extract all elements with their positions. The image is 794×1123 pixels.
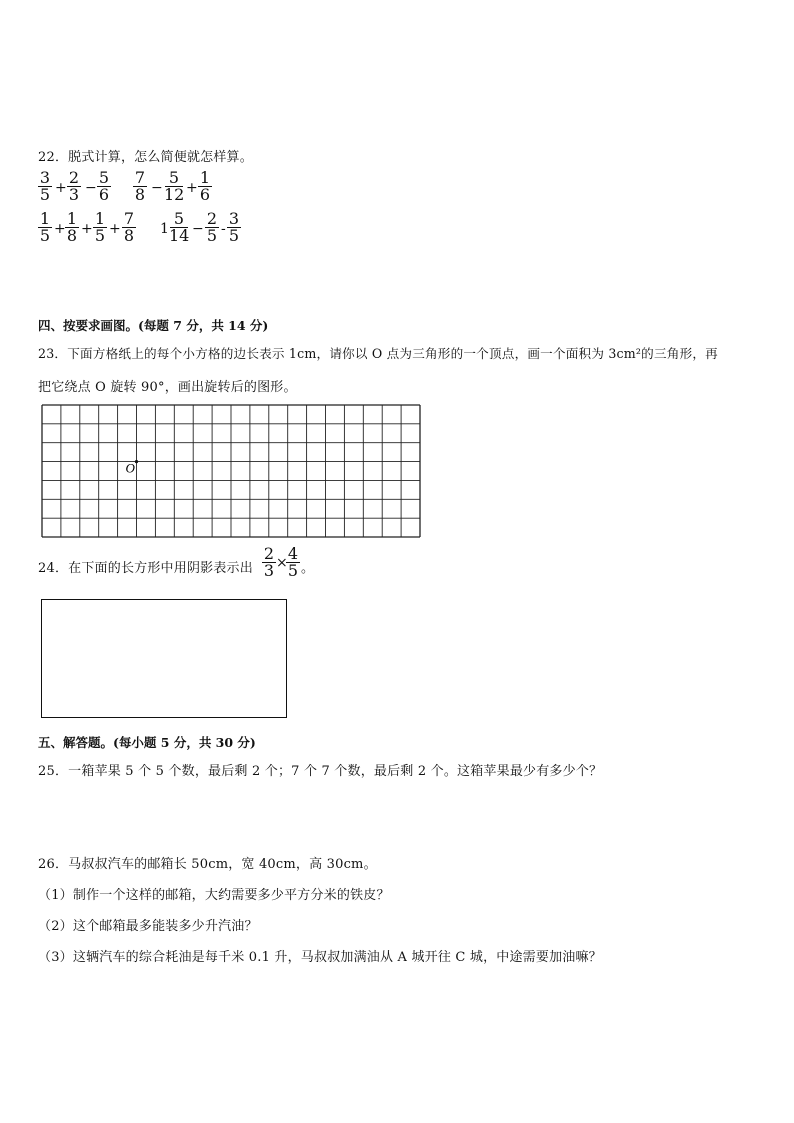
fraction: 2 3 — [263, 544, 275, 580]
operator: − — [85, 180, 97, 196]
fraction: 1 5 — [39, 209, 51, 245]
q23-line-1: 23．下面方格纸上的每个小方格的边长表示 1cm，请你以 O 点为三角形的一个顶点，画一个面积为 3cm²的三角形，再 — [38, 346, 718, 361]
section-heading-4: 四、按要求画图。(每题 7 分，共 14 分) — [38, 318, 269, 333]
fraction: 3 5 — [39, 168, 51, 204]
operator: + — [54, 221, 66, 237]
point-o-label: O — [125, 460, 135, 476]
q24-text: 24．在下面的长方形中用阴影表示出 — [38, 561, 253, 576]
fraction: 3 5 — [228, 209, 240, 245]
operator: + — [81, 221, 93, 237]
q26-sub-3: （3）这辆汽车的综合耗油是每千米 0.1 升，马叔叔加满油从 A 城开往 C 城，中途需要加油嘛？ — [38, 950, 602, 965]
fraction: 7 8 — [123, 209, 135, 245]
grid-paper — [41, 404, 421, 538]
whole-number: 1 — [160, 221, 169, 237]
operator: - — [221, 221, 226, 237]
q26-sub-1: （1）制作一个这样的邮箱，大约需要多少平方分米的铁皮？ — [38, 888, 390, 903]
q25-text: 25．一箱苹果 5 个 5 个数，最后剩 2 个；7 个 7 个数，最后剩 2 个。这箱苹果最少有多少个？ — [38, 764, 603, 779]
fraction: 4 5 — [287, 544, 299, 580]
operator: + — [109, 221, 121, 237]
fraction: 1 8 — [66, 209, 78, 245]
operator: − — [192, 221, 204, 237]
operator: + — [55, 180, 67, 196]
fraction: 2 5 — [206, 209, 218, 245]
operator: + — [186, 180, 198, 196]
q26-sub-2: （2）这个邮箱最多能装多少升汽油？ — [38, 919, 258, 934]
fraction: 5 12 — [164, 168, 185, 204]
fraction: 7 8 — [134, 168, 146, 204]
fraction: 2 3 — [68, 168, 80, 204]
fraction: 1 5 — [94, 209, 106, 245]
operator: − — [151, 180, 163, 196]
operator: × — [276, 555, 288, 571]
q22-title: 22．脱式计算，怎么简便就怎样算。 — [38, 150, 253, 165]
fraction: 1 6 — [199, 168, 211, 204]
q23-line-2: 把它绕点 O 旋转 90°，画出旋转后的图形。 — [38, 380, 297, 395]
shading-rectangle[interactable] — [41, 599, 287, 718]
q24-end-mark: 。 — [301, 561, 315, 576]
section-heading-5: 五、解答题。(每小题 5 分，共 30 分) — [38, 735, 256, 750]
point-o-marker — [135, 460, 138, 463]
q26-text: 26．马叔叔汽车的邮箱长 50cm，宽 40cm，高 30cm。 — [38, 857, 377, 872]
fraction: 5 6 — [98, 168, 110, 204]
fraction: 5 14 — [169, 209, 190, 245]
